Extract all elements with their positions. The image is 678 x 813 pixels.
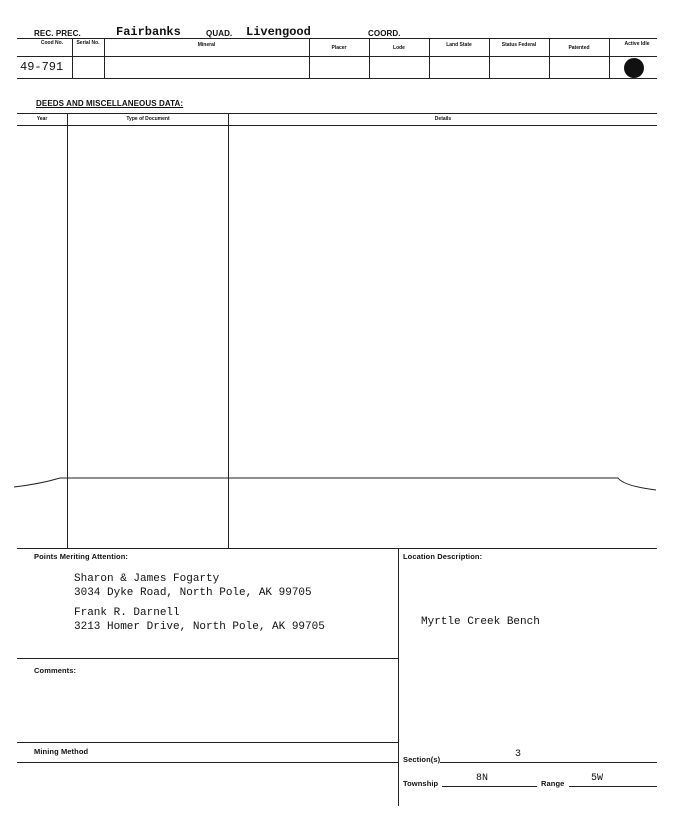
col-active-idle: Active Idle	[624, 41, 650, 47]
col-year: Year	[36, 116, 48, 122]
comments-label: Comments:	[34, 666, 77, 675]
col-placer: Placer	[331, 45, 347, 51]
col-status-federal: Status Federal	[501, 42, 537, 48]
section-value: 3	[515, 749, 522, 760]
location-label: Location Description:	[403, 552, 483, 561]
location-value: Myrtle Creek Bench	[421, 616, 540, 628]
quad-value: Livengood	[246, 25, 311, 39]
col-details: Details	[434, 116, 452, 122]
hole-punch-mark	[624, 58, 644, 78]
point-entry-1-name: Sharon & James Fogarty	[74, 573, 220, 585]
points-label: Points Meriting Attention:	[34, 552, 128, 561]
col-lode: Lode	[393, 45, 405, 51]
col-land-state: Land State	[446, 42, 472, 48]
township-label: Township	[403, 779, 439, 788]
township-value: 8N	[476, 773, 489, 784]
col-serial-no: Serial No.	[76, 40, 100, 46]
deeds-section-title: DEEDS AND MISCELLANEOUS DATA:	[36, 99, 184, 108]
col-cood-no: Cood No.	[40, 40, 64, 46]
col-type-of-document: Type of Document	[126, 116, 170, 122]
column-header-rule	[17, 56, 657, 57]
range-label: Range	[541, 779, 565, 788]
section-label: Section(s)	[403, 755, 441, 764]
tape-seam	[0, 468, 678, 498]
point-entry-2-address: 3213 Homer Drive, North Pole, AK 99705	[74, 621, 325, 633]
quad-label: QUAD.	[206, 29, 233, 38]
col-mineral: Mineral	[197, 42, 216, 48]
point-entry-2-name: Frank R. Darnell	[74, 607, 180, 619]
deeds-bottom-rule	[17, 548, 657, 549]
point-entry-1-address: 3034 Dyke Road, North Pole, AK 99705	[74, 587, 312, 599]
rec-prec-value: Fairbanks	[116, 25, 181, 39]
range-value: 5W	[591, 773, 604, 784]
rec-prec-label: REC. PREC.	[34, 29, 81, 38]
col-patented: Patented	[568, 45, 590, 51]
mining-method-label: Mining Method	[34, 747, 89, 756]
coord-label: COORD.	[368, 29, 401, 38]
record-row-bottom-rule	[17, 78, 657, 79]
cood-no-value: 49-791	[20, 60, 64, 74]
header-rule	[17, 38, 657, 39]
